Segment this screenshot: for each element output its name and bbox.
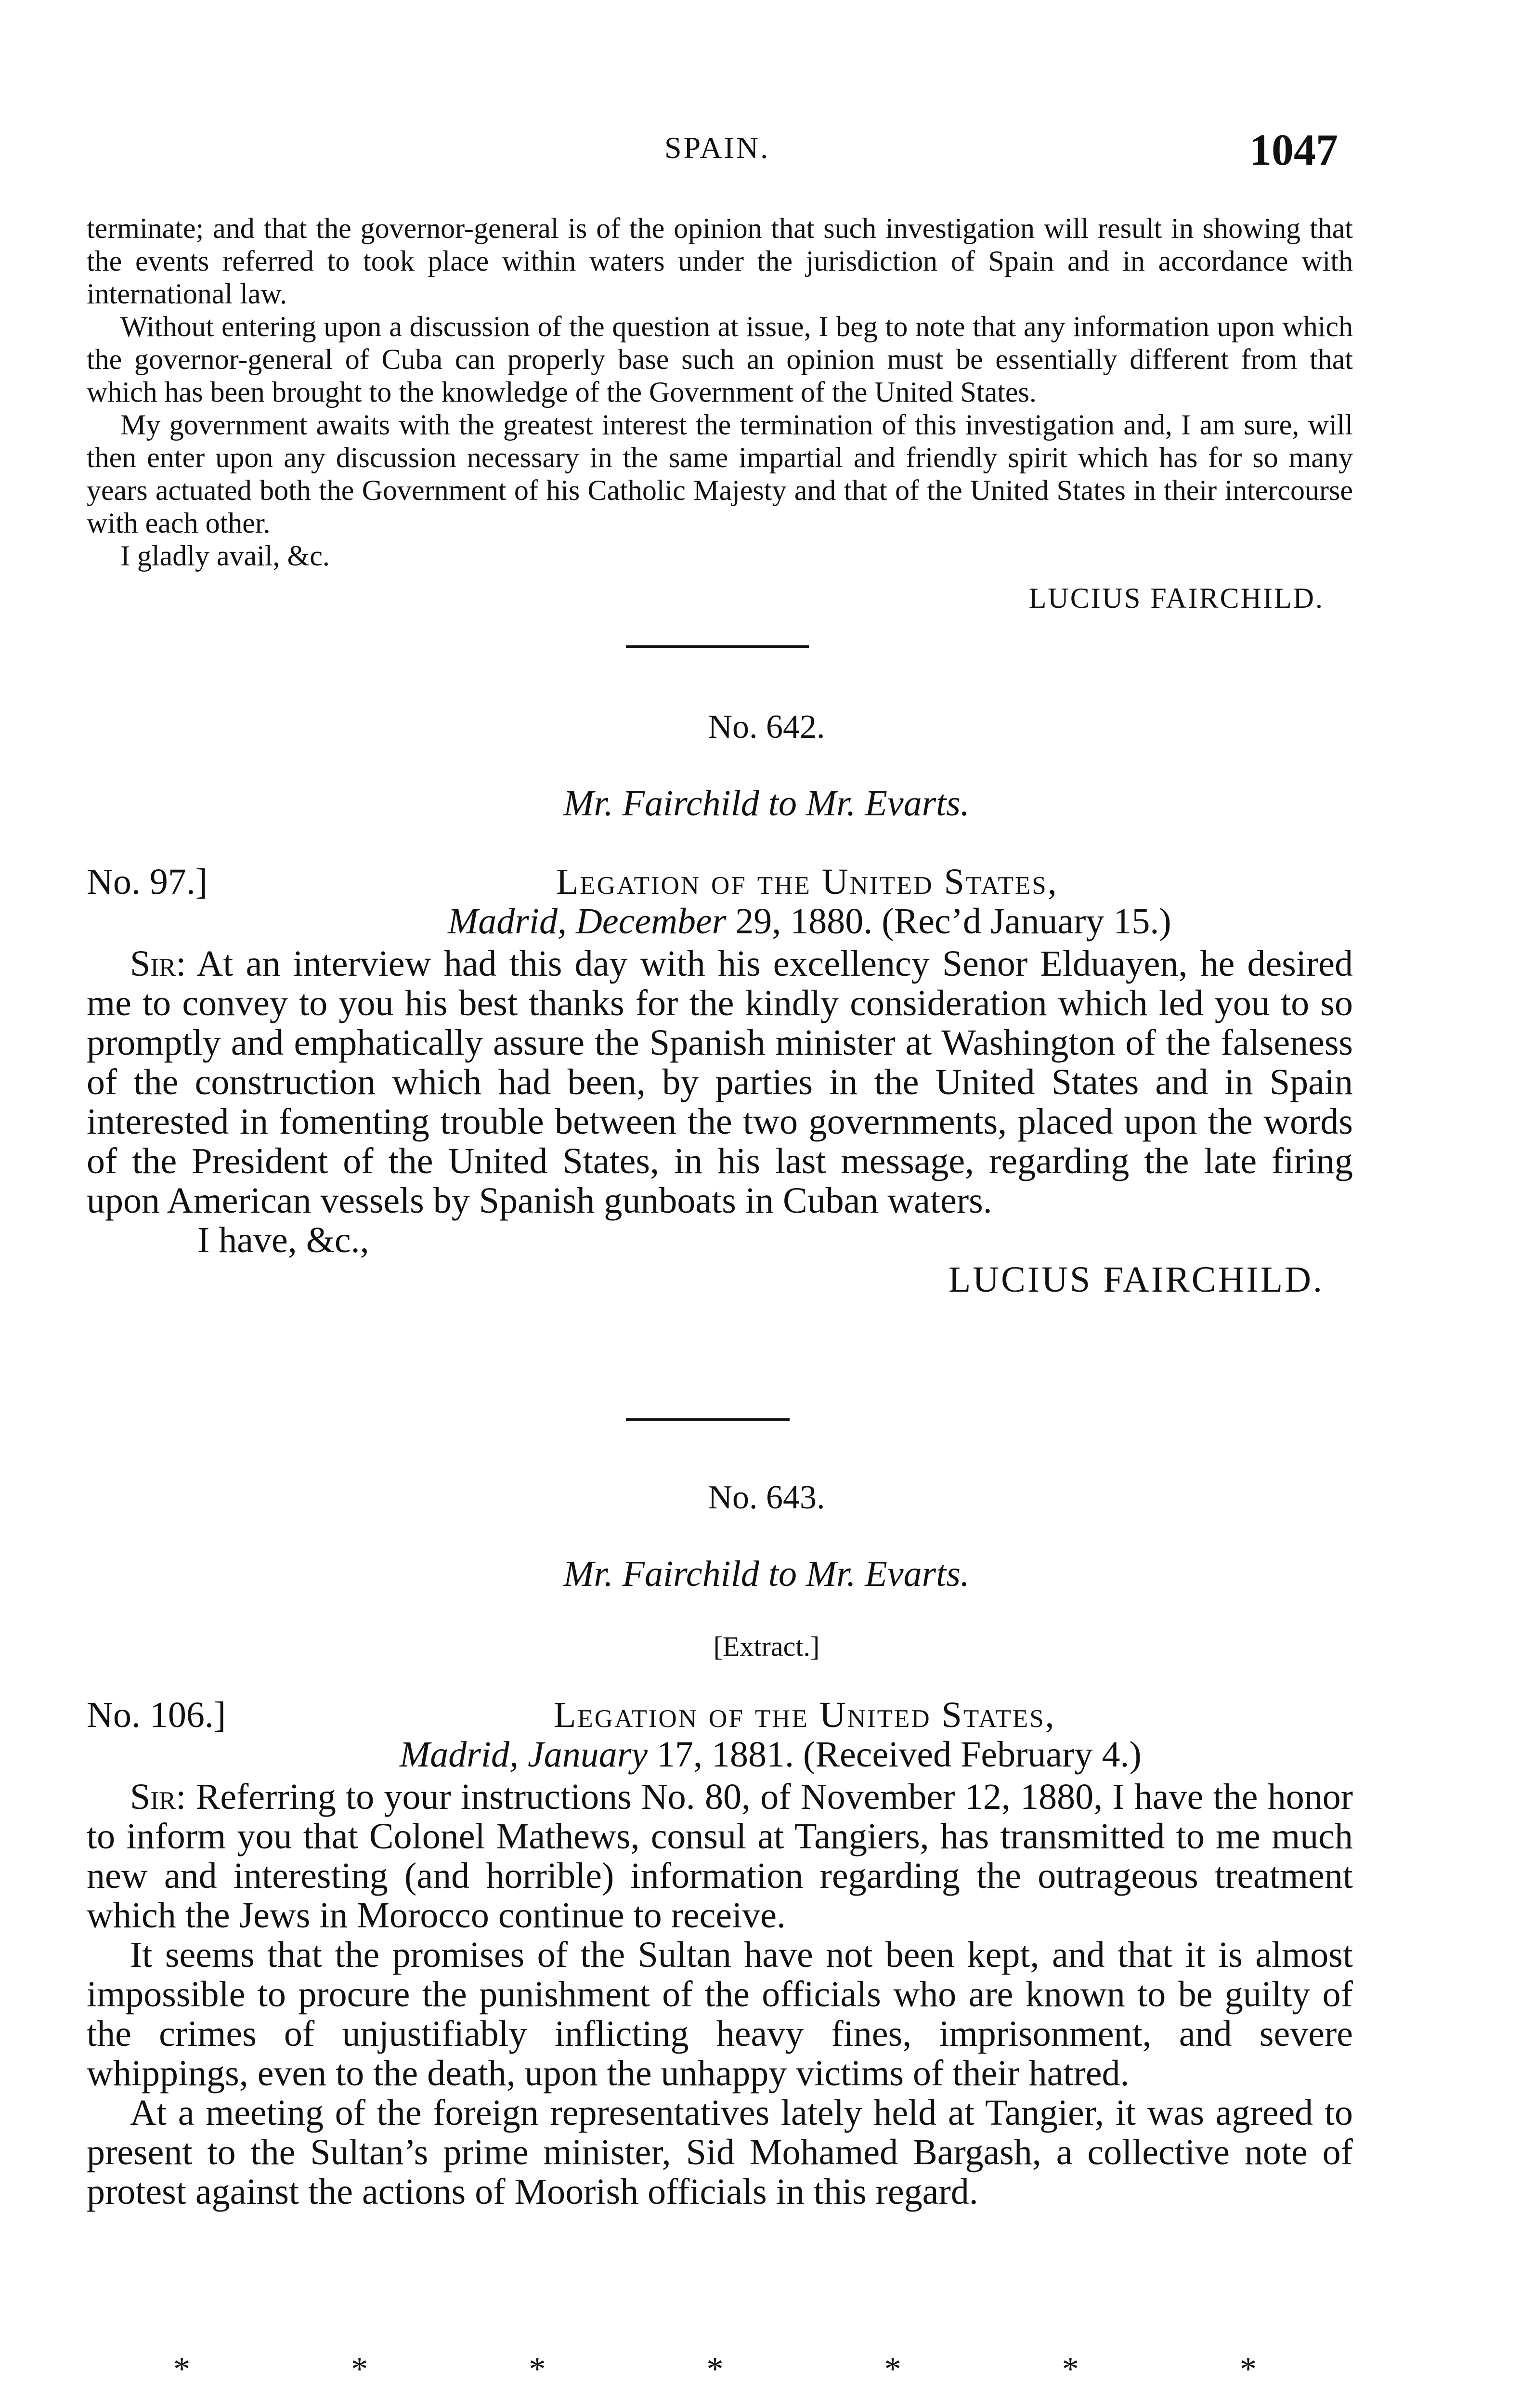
doc-642-date-received: 29, 1880. (Rec’d January 15.) bbox=[726, 901, 1171, 942]
doc-642-number: No. 642. bbox=[708, 708, 825, 746]
section-divider bbox=[626, 645, 809, 648]
doc-642-signature: LUCIUS FAIRCHILD. bbox=[948, 1259, 1324, 1300]
doc-643-reference: No. 106.] bbox=[87, 1695, 226, 1735]
doc-643-paragraph: It seems that the promises of the Sultan have not been kept, and that it is almost impossible to procure the punishment of the officials who are known to be guilty of the crimes of unjustifiably inflicting heavy fines, imprisonment, and severe whippings, even to the death, upon the unhappy victims of their hatred. bbox=[87, 1935, 1353, 2094]
doc-643-date-received: 17, 1881. (Received February 4.) bbox=[648, 1734, 1142, 1775]
doc-642-closing: I have, &c., bbox=[197, 1220, 369, 1260]
doc-642-heading bbox=[87, 862, 1353, 944]
doc-643-dateline bbox=[400, 1735, 1142, 1774]
doc-643-paragraph bbox=[87, 1777, 1353, 1935]
top-letter-paragraph: My government awaits with the greatest interest the termination of this investigation and, I am sure, will then enter upon any discussion necessary in the same impartial and friendly spirit which has for so many years actuated both the Government of his Catholic Majesty and that of the United States in their intercourse with each other. bbox=[87, 409, 1353, 539]
doc-642-body bbox=[87, 944, 1353, 1299]
page-header bbox=[0, 125, 1533, 183]
salutation: Sir: bbox=[130, 943, 186, 984]
top-letter-paragraph: terminate; and that the governor-general is of the opinion that such investigation will result in showing that the events referred to took place within waters under the jurisdiction of Spain and in accordance with international law. bbox=[87, 212, 1353, 310]
doc-642-dateline bbox=[448, 902, 1171, 941]
top-letter-paragraph: Without entering upon a discussion of the question at issue, I beg to note that any information upon which the governor-general of Cuba can properly base such an opinion must be essentially different from that which has been brought to the knowledge of the Government of the United States. bbox=[87, 311, 1353, 408]
omission-star: * bbox=[706, 2351, 724, 2388]
omission-star: * bbox=[351, 2351, 368, 2388]
top-letter bbox=[87, 212, 1353, 615]
top-letter-closing: I gladly avail, &c. bbox=[120, 540, 330, 572]
doc-643-number: No. 643. bbox=[708, 1479, 825, 1516]
doc-642-reference: No. 97.] bbox=[87, 862, 208, 902]
doc-643-extract-label: [Extract.] bbox=[713, 1631, 820, 1662]
doc-643-legation: Legation of the United States, bbox=[554, 1695, 1056, 1735]
doc-642-title: Mr. Fairchild to Mr. Evarts. bbox=[563, 783, 970, 824]
section-divider bbox=[626, 1418, 790, 1421]
page-number: 1047 bbox=[1249, 125, 1338, 174]
omission-star: * bbox=[1062, 2351, 1079, 2388]
running-title: SPAIN. bbox=[664, 131, 770, 165]
doc-643-paragraph: At a meeting of the foreign representatives lately held at Tangier, it was agreed to present to the Sultan’s prime minister, Sid Mohamed Bargash, a collective note of protest against the actions of Moorish officials in this regard. bbox=[87, 2093, 1353, 2212]
doc-642-body-text: At an interview had this day with his excellency Senor Elduayen, he desired me to convey to you his best thanks for the kindly consideration which led you to so promptly and emphatically assure the Spanish minister at Washington of the falseness of the construction which had been, by parties in the United States and in Spain interested in fomenting trouble between the two governments, placed upon the words of the President of the United States, in his last message, regarding the late firing upon American vessels by Spanish gunboats in Cuban waters. bbox=[87, 943, 1353, 1221]
omission-star: * bbox=[1239, 2351, 1257, 2388]
omission-star: * bbox=[173, 2351, 190, 2388]
doc-643-paragraph-text: Referring to your instructions No. 80, of November 12, 1880, I have the honor to inform you that Colonel Mathews, consul at Tangiers, has transmitted to me much new and interesting (and horrible) information regarding the outrageous treatment which the Jews in Morocco continue to receive. bbox=[87, 1777, 1353, 1936]
doc-643-heading bbox=[87, 1695, 1353, 1777]
doc-643-place-date: Madrid, January bbox=[400, 1734, 648, 1775]
omission-star: * bbox=[884, 2351, 901, 2388]
salutation: Sir: bbox=[130, 1777, 186, 1817]
doc-642-place-date: Madrid, December bbox=[448, 901, 727, 942]
omission-star: * bbox=[529, 2351, 546, 2388]
omission-marks bbox=[173, 2350, 1257, 2389]
doc-643-body bbox=[87, 1777, 1353, 2212]
doc-642-paragraph bbox=[87, 944, 1353, 1220]
doc-642-legation: Legation of the United States, bbox=[556, 862, 1058, 902]
top-letter-signature: LUCIUS FAIRCHILD. bbox=[1028, 582, 1324, 614]
doc-643-title: Mr. Fairchild to Mr. Evarts. bbox=[563, 1554, 970, 1594]
